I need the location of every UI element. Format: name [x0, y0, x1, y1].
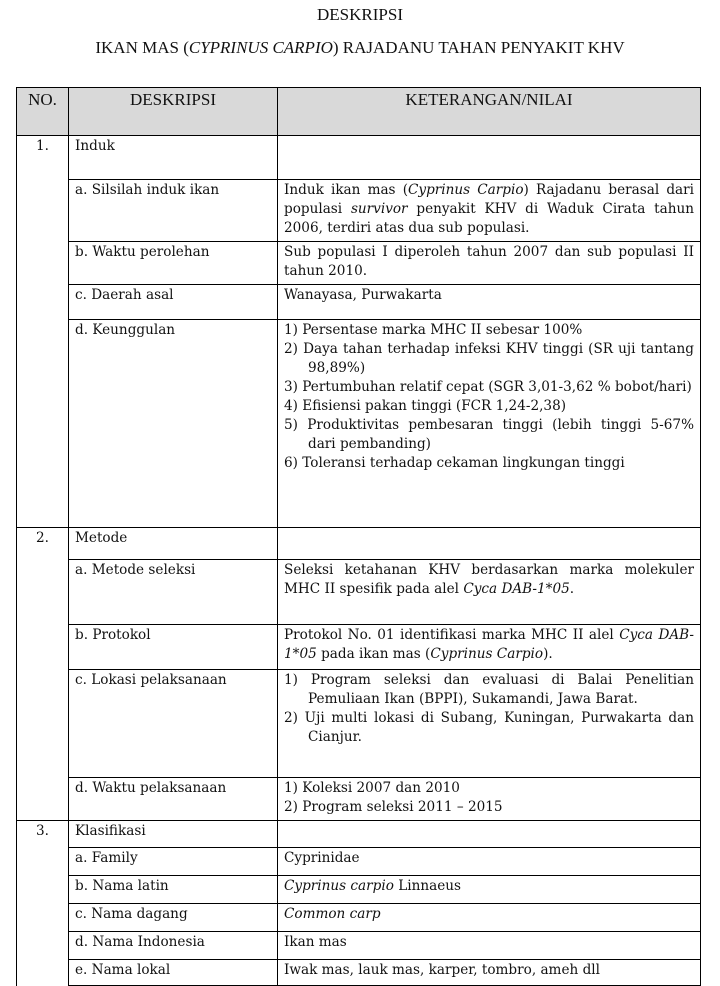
item-value	[278, 285, 701, 320]
item-value	[278, 848, 701, 876]
list-item: 1) Program seleksi dan evaluasi di Balai Penelitian Pemuliaan Ikan (BPPI), Sukamandi, Jawa Barat.	[284, 672, 694, 707]
text-segment: pada ikan mas (	[316, 646, 431, 662]
item-value	[278, 560, 701, 625]
text-segment: ) RAJADANU TAHAN PENYAKIT KHV	[332, 38, 625, 57]
list-item: 5) Produktivitas pembesaran tinggi (lebih tinggi 5-67% dari pembanding)	[284, 417, 694, 452]
item-label: a. Family	[69, 848, 278, 876]
row-number-cell	[17, 848, 69, 876]
table-row	[17, 560, 701, 625]
table-row	[17, 904, 701, 932]
list-item: 6) Toleransi terhadap cekaman lingkungan tinggi	[284, 455, 625, 471]
section-value	[278, 528, 701, 560]
item-label: d. Nama Indonesia	[69, 932, 278, 960]
table-row	[17, 932, 701, 960]
value-list	[284, 779, 694, 817]
text-segment: IKAN MAS (	[95, 38, 189, 57]
italic-text: Cyca DAB-1*05	[284, 627, 694, 662]
item-value	[278, 670, 701, 778]
table-row	[17, 180, 701, 242]
header-no: NO.	[17, 88, 69, 136]
item-label: d. Keunggulan	[69, 320, 278, 528]
table-row	[17, 778, 701, 821]
row-number-cell	[17, 960, 69, 986]
item-value	[278, 778, 701, 821]
italic-text: Cyprinus Carpio	[430, 646, 544, 662]
italic-text: Common carp	[284, 906, 381, 922]
text-segment: penyakit KHV di Waduk Cirata tahun 2006, terdiri atas dua sub populasi.	[284, 201, 694, 236]
section-value	[278, 821, 701, 848]
item-value	[278, 932, 701, 960]
section-number: 3.	[17, 821, 69, 848]
list-item: 2) Program seleksi 2011 – 2015	[284, 799, 503, 815]
text-segment: Seleksi ketahanan KHV berdasarkan marka molekuler MHC II spesifik pada alel	[284, 562, 694, 597]
row-number-cell	[17, 242, 69, 285]
row-number-cell	[17, 320, 69, 528]
section-row	[17, 821, 701, 848]
item-value	[278, 904, 701, 932]
header-deskripsi: DESKRIPSI	[69, 88, 278, 136]
item-label: c. Nama dagang	[69, 904, 278, 932]
text-segment: Wanayasa, Purwakarta	[284, 287, 442, 303]
text-segment: Ikan mas	[284, 934, 347, 950]
item-label: d. Waktu pelaksanaan	[69, 778, 278, 821]
row-number-cell	[17, 285, 69, 320]
table-row	[17, 848, 701, 876]
row-number-cell	[17, 180, 69, 242]
item-value	[278, 242, 701, 285]
item-label: c. Lokasi pelaksanaan	[69, 670, 278, 778]
row-number-cell	[17, 932, 69, 960]
list-item: 2) Daya tahan terhadap infeksi KHV tinggi (SR uji tantang 98,89%)	[284, 341, 694, 376]
item-label: c. Daerah asal	[69, 285, 278, 320]
item-value	[278, 180, 701, 242]
item-value	[278, 960, 701, 986]
row-number-cell	[17, 778, 69, 821]
text-segment: Protokol No. 01 identifikasi marka MHC II alel	[284, 627, 620, 643]
row-number-cell	[17, 625, 69, 670]
table-row	[17, 285, 701, 320]
section-row	[17, 136, 701, 180]
item-label: b. Protokol	[69, 625, 278, 670]
table-row	[17, 960, 701, 986]
section-label: Metode	[69, 528, 278, 560]
value-list	[284, 671, 694, 747]
table-row	[17, 242, 701, 285]
row-number-cell	[17, 670, 69, 778]
text-segment: ).	[543, 646, 553, 662]
item-value	[278, 876, 701, 904]
item-value	[278, 625, 701, 670]
italic-text: Cyprinus carpio	[284, 878, 394, 894]
text-segment: Iwak mas, lauk mas, karper, tombro, ameh dll	[284, 962, 600, 978]
text-segment: ) Rajadanu berasal dari populasi	[284, 182, 694, 217]
row-number-cell	[17, 904, 69, 932]
italic-text: Cyca DAB-1*05	[463, 581, 570, 597]
text-segment: Induk ikan mas (	[284, 182, 408, 198]
list-item: 3) Pertumbuhan relatif cepat (SGR 3,01-3,62 % bobot/hari)	[284, 379, 692, 395]
row-number-cell	[17, 876, 69, 904]
italic-text: Cyprinus Carpio	[408, 182, 524, 198]
list-item: 1) Persentase marka MHC II sebesar 100%	[284, 322, 583, 338]
italic-text: survivor	[350, 201, 408, 217]
text-segment: Cyprinidae	[284, 850, 360, 866]
section-value	[278, 136, 701, 180]
section-number: 1.	[17, 136, 69, 180]
list-item: 2) Uji multi lokasi di Subang, Kuningan, Purwakarta dan Cianjur.	[284, 710, 694, 745]
document-subtitle	[0, 38, 720, 58]
table-row	[17, 320, 701, 528]
table-row	[17, 625, 701, 670]
text-segment: .	[569, 581, 575, 597]
item-label: e. Nama lokal	[69, 960, 278, 986]
section-label: Induk	[69, 136, 278, 180]
section-number: 2.	[17, 528, 69, 560]
value-list	[284, 321, 694, 473]
text-segment: Linnaeus	[393, 878, 461, 894]
table-header-row	[17, 88, 701, 136]
italic-text: CYPRINUS CARPIO	[188, 38, 333, 57]
document-title: DESKRIPSI	[317, 5, 403, 24]
item-label: b. Nama latin	[69, 876, 278, 904]
table-row	[17, 670, 701, 778]
table-row	[17, 876, 701, 904]
header-keterangan: KETERANGAN/NILAI	[278, 88, 701, 136]
list-item: 1) Koleksi 2007 dan 2010	[284, 780, 460, 796]
description-table	[16, 87, 701, 986]
section-label: Klasifikasi	[69, 821, 278, 848]
item-label: a. Silsilah induk ikan	[69, 180, 278, 242]
item-label: a. Metode seleksi	[69, 560, 278, 625]
text-segment: Sub populasi I diperoleh tahun 2007 dan sub populasi II tahun 2010.	[284, 244, 694, 279]
section-row	[17, 528, 701, 560]
table-body	[17, 136, 701, 986]
item-value	[278, 320, 701, 528]
list-item: 4) Efisiensi pakan tinggi (FCR 1,24-2,38)	[284, 398, 567, 414]
item-label: b. Waktu perolehan	[69, 242, 278, 285]
row-number-cell	[17, 560, 69, 625]
